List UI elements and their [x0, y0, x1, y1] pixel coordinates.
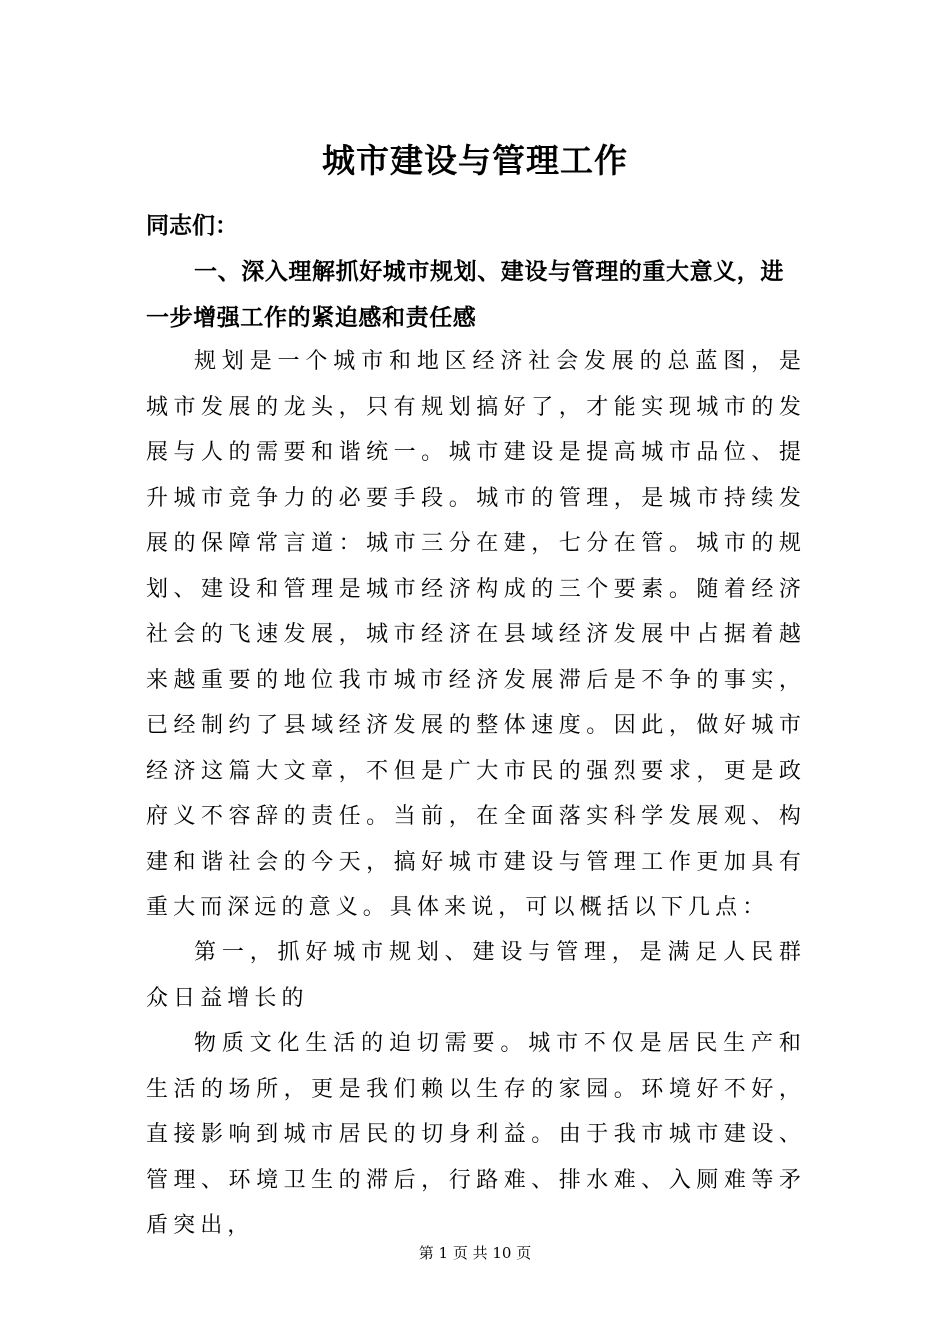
paragraph-3: 物质文化生活的迫切需要。城市不仅是居民生产和生活的场所，更是我们赖以生存的家园。环境好不好，直接影响到城市居民的切身利益。由于我市城市建设、管理、环境卫生的滞后，行路难、排水难、入厕难等矛盾突出，: [146, 1031, 806, 1238]
salutation: 同志们：: [146, 213, 238, 239]
section-heading: 一、深入理解抓好城市规划、建设与管理的重大意义，进一步增强工作的紧迫感和责任感: [146, 259, 784, 331]
paragraph-2: 第一，抓好城市规划、建设与管理，是满足人民群众日益增长的: [146, 940, 806, 1011]
document-title: 城市建设与管理工作: [322, 141, 628, 180]
page-footer: 第 1 页 共 10 页: [418, 1244, 532, 1262]
paragraph-1: 规划是一个城市和地区经济社会发展的总蓝图，是城市发展的龙头，只有规划搞好了，才能实现城市的发展与人的需要和谐统一。城市建设是提高城市品位、提升城市竞争力的必要手段。城市的管理，是城市持续发展的保障常言道：城市三分在建，七分在管。城市的规划、建设和管理是城市经济构成的三个要素。随着经济社会的飞速发展，城市经济在县域经济发展中占据着越来越重要的地位我市城市经济发展滞后是不争的事实，已经制约了县域经济发展的整体速度。因此，做好城市经济这篇大文章，不但是广大市民的强烈要求，更是政府义不容辞的责任。当前，在全面落实科学发展观、构建和谐社会的今天，搞好城市建设与管理工作更加具有重大而深远的意义。具体来说，可以概括以下几点：: [146, 349, 806, 920]
